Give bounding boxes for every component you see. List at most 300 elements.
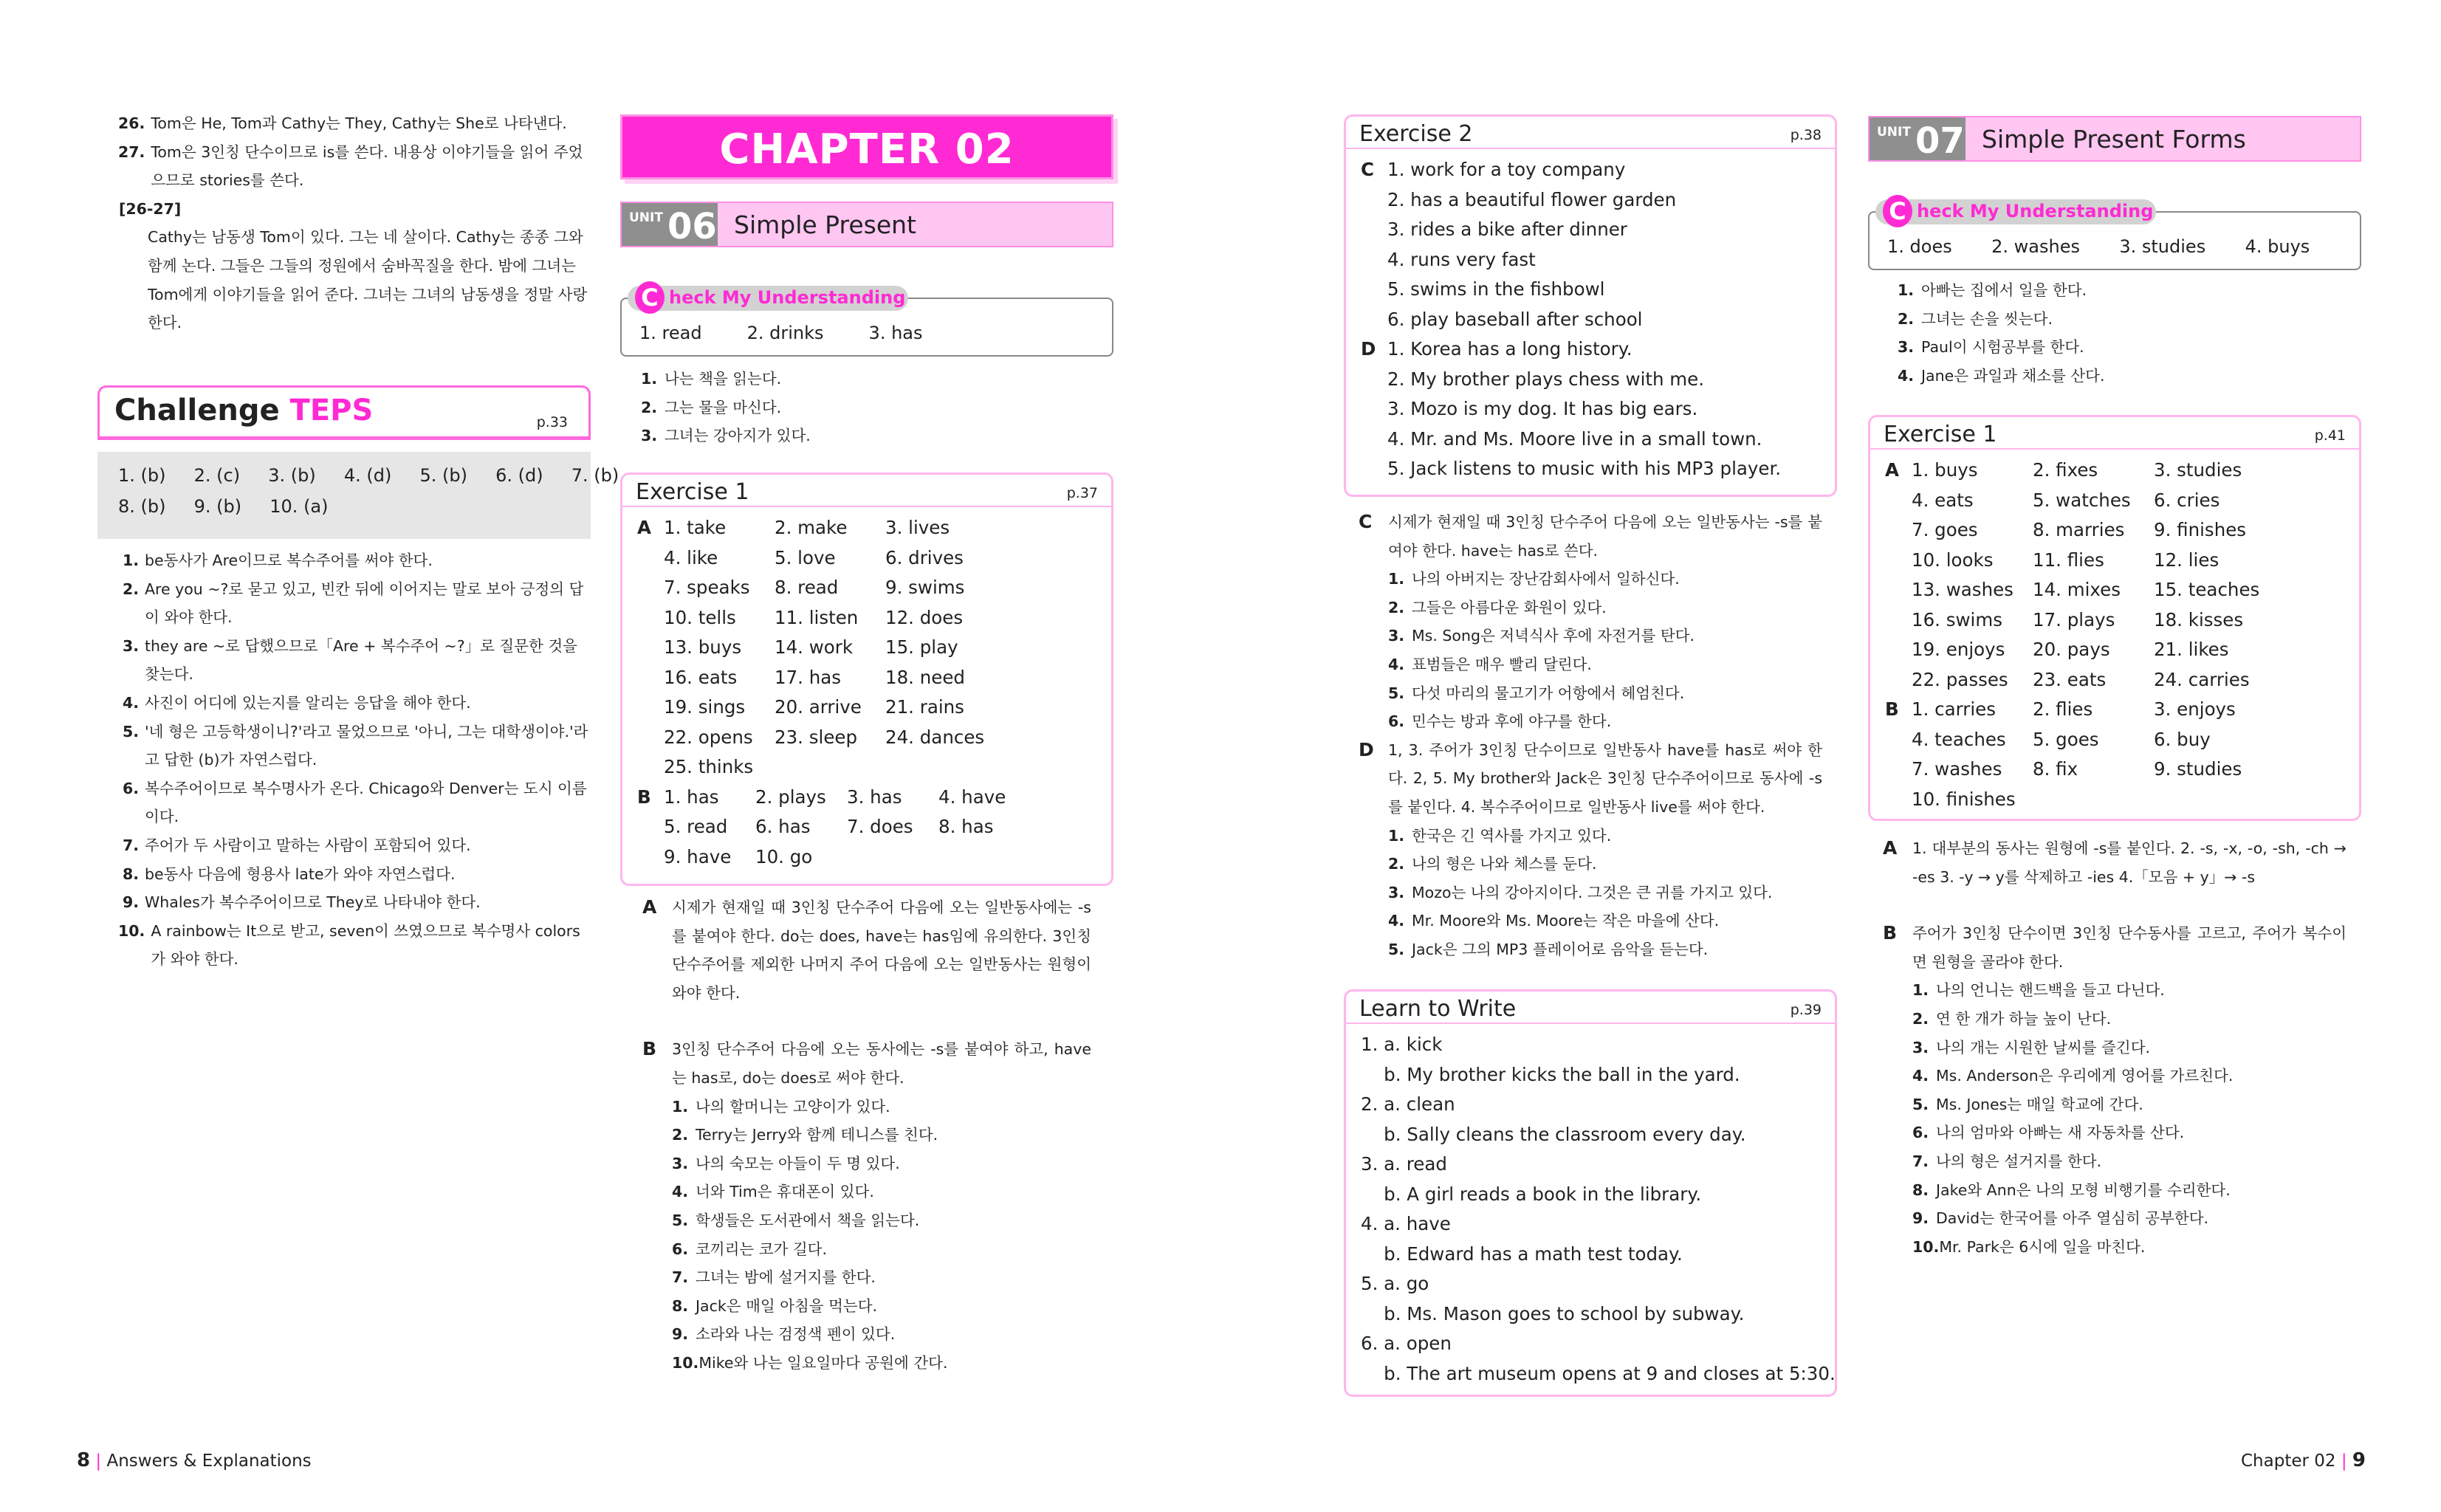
answer-line bbox=[1361, 1060, 1820, 1090]
answer-row bbox=[1885, 456, 2344, 486]
answer-cell: 23. sleep bbox=[775, 726, 858, 748]
answer-row bbox=[637, 783, 1096, 813]
teps-answer-box bbox=[97, 452, 619, 539]
answer-cell: 14. work bbox=[775, 636, 854, 658]
note-a: A 1. 대부분의 동사는 원형에 -s를 붙인다. 2. -s, -x, -o, -sh, -ch → -es 3. -y → y를 삭제하고 -ies 4.「모음 + y」→ -s bbox=[1883, 837, 2346, 886]
item-text: 그녀는 밤에 설거지를 한다. bbox=[696, 1268, 876, 1287]
item-number: 8. bbox=[672, 1296, 689, 1315]
answer-cell: 4. teaches bbox=[1912, 728, 2006, 750]
answer-row bbox=[1885, 546, 2344, 576]
item-number: 8. bbox=[1912, 1181, 1929, 1199]
item-number: 5. bbox=[1912, 1095, 1929, 1113]
item-text: Jake와 Ann은 나의 모형 비행기를 수리한다. bbox=[1936, 1181, 2231, 1199]
answer-cell: 15. teaches bbox=[2154, 579, 2260, 600]
item-text: 나의 아버지는 장난감회사에서 일하신다. bbox=[1412, 570, 1680, 588]
answer-row bbox=[1361, 365, 1820, 395]
answer-line bbox=[1361, 1180, 1820, 1210]
answer-cell: 8. fix bbox=[2033, 758, 2078, 780]
answer-row bbox=[637, 693, 1096, 723]
section-letter bbox=[1361, 305, 1387, 335]
answer-cell: 5. love bbox=[775, 546, 836, 568]
item-number: 7. bbox=[122, 836, 139, 854]
note-b: B 3인칭 단수주어 다음에 오는 동사에는 -s를 붙여야 하고, have는 has로, do는 does로 써야 한다. bbox=[642, 1038, 1091, 1087]
intro-items bbox=[118, 109, 591, 337]
item-number: 4. bbox=[1388, 655, 1405, 673]
answer-text: 5. a. go bbox=[1361, 1273, 1429, 1294]
answer-cell: 17. plays bbox=[2033, 608, 2115, 630]
answer-cell bbox=[938, 842, 1030, 873]
item-text: Whales가 복수주어이므로 They로 나타내야 한다. bbox=[145, 893, 481, 912]
item-text: 나의 할머니는 고양이가 있다. bbox=[696, 1097, 890, 1116]
section-letter bbox=[637, 693, 664, 723]
item-text: Jack은 매일 아침을 먹는다. bbox=[696, 1296, 878, 1315]
section-letter: B bbox=[1885, 698, 1899, 720]
list-item bbox=[1883, 976, 2346, 1005]
item-text: Ms. Anderson은 우리에게 영어를 가르친다. bbox=[1936, 1067, 2234, 1085]
learn-to-write-box bbox=[1344, 989, 1837, 1397]
list-item bbox=[1883, 1005, 2346, 1034]
answer-cell: 16. swims bbox=[1912, 608, 2002, 630]
item-text: 주어가 두 사람이고 말하는 사람이 포함되어 있다. bbox=[145, 836, 471, 854]
answer-line bbox=[1361, 1299, 1820, 1330]
list-item: 3. 그녀는 강아지가 있다. bbox=[641, 427, 811, 445]
answer-cell: 17. has bbox=[775, 666, 842, 688]
exercise-1-answers bbox=[637, 513, 1096, 872]
item-text: 다섯 마리의 물고기가 어항에서 헤엄친다. bbox=[1412, 684, 1685, 702]
answer-cell: 4. have bbox=[938, 786, 1006, 808]
answer-row: 8. (b) 9. (b) 10. (a) bbox=[118, 496, 329, 517]
check-understanding-tag: C heck My Understanding bbox=[1875, 199, 2156, 224]
page-ref: p.33 bbox=[536, 414, 568, 430]
item-text: be동사가 Are이므로 복수주어를 써야 한다. bbox=[145, 551, 433, 569]
list-item bbox=[1883, 1090, 2346, 1119]
item-number: 3. bbox=[1388, 883, 1405, 901]
unit-title: Simple Present Forms bbox=[1982, 125, 2246, 154]
answer-text: 4. a. have bbox=[1361, 1213, 1451, 1234]
list-item bbox=[1359, 707, 1822, 736]
unit-06-header bbox=[620, 202, 1113, 247]
item-number: 7. bbox=[672, 1268, 689, 1287]
answer-cell: 7. goes bbox=[1912, 519, 1978, 540]
list-item bbox=[1359, 679, 1822, 708]
exercise-1-box-unit07 bbox=[1868, 415, 2361, 821]
answer-cell: 1. carries bbox=[1912, 698, 1997, 720]
item-number: 1. bbox=[672, 1097, 689, 1116]
list-item bbox=[1359, 879, 1822, 907]
item-number: 1. bbox=[122, 551, 139, 569]
answer-cell: 4. Mr. and Ms. Moore live in a small town. bbox=[1387, 427, 1762, 450]
item-text: 한국은 긴 역사를 가지고 있다. bbox=[1412, 826, 1612, 845]
note-c: C 시제가 현재일 때 3인칭 단수주어 다음에 오는 일반동사는 -s를 붙여야 한다. have는 has로 쓴다. bbox=[1359, 511, 1822, 560]
item-number: 10. bbox=[118, 921, 145, 940]
exercise-header: Exercise 2 p.38 bbox=[1346, 117, 1835, 149]
footer-left: 8 | Answers & Explanations bbox=[77, 1449, 312, 1471]
list-item bbox=[118, 632, 591, 689]
list-item: 2. 그는 물을 마신다. bbox=[641, 398, 782, 416]
answer-row bbox=[1361, 394, 1820, 425]
exercise-2-notes bbox=[1359, 508, 1822, 964]
section-letter bbox=[1885, 755, 1912, 785]
answer-cell: 10. go bbox=[755, 845, 813, 867]
answer-cell: 22. opens bbox=[664, 726, 753, 748]
section-letter bbox=[637, 603, 664, 633]
list-item bbox=[642, 1121, 1091, 1150]
answer-cell: 23. eats bbox=[2033, 668, 2107, 690]
answer-cell: 4. eats bbox=[1912, 489, 1974, 511]
answer-cell: 7. does bbox=[847, 816, 913, 837]
answer-cell: 1. has bbox=[664, 786, 719, 808]
answer-row bbox=[1885, 486, 2344, 516]
exercise-1-box bbox=[620, 472, 1113, 886]
item-number: 1. bbox=[1388, 826, 1405, 845]
list-item bbox=[118, 917, 591, 974]
item-number: 4. bbox=[1898, 366, 1915, 385]
item-text: Are you ~?로 묻고 있고, 빈칸 뒤에 이어지는 말로 보아 긍정의 답이 와야 한다. bbox=[145, 580, 584, 627]
item-number: 8. bbox=[122, 865, 139, 883]
answer-cell bbox=[2033, 785, 2154, 815]
cmu-answers: 1. read 2. drinks 3. has bbox=[639, 323, 923, 343]
exercise-1-notes bbox=[642, 893, 1091, 1378]
item-number: 3. bbox=[1388, 627, 1405, 645]
answer-row bbox=[1361, 425, 1820, 455]
section-letter bbox=[637, 633, 664, 663]
item-text: 나의 언니는 핸드백을 들고 다닌다. bbox=[1936, 981, 2165, 1000]
item-text: Mr. Moore와 Ms. Moore는 작은 마을에 산다. bbox=[1412, 912, 1720, 930]
answer-cell: 5. Jack listens to music with his MP3 player. bbox=[1387, 458, 1782, 479]
unit-title: Simple Present bbox=[734, 210, 916, 239]
answer-row bbox=[1885, 785, 2344, 815]
answer-cell: 20. pays bbox=[2033, 639, 2110, 660]
answer-cell: 9. have bbox=[664, 845, 732, 867]
item-number: 9. bbox=[672, 1325, 689, 1344]
footer-text: Answers & Explanations bbox=[106, 1451, 312, 1471]
item-text: 나의 개는 시원한 날씨를 즐긴다. bbox=[1936, 1038, 2151, 1056]
item-text: 표범들은 매우 빨리 달린다. bbox=[1412, 655, 1592, 673]
item-text: Jane은 과일과 채소를 산다. bbox=[1921, 366, 2105, 385]
section-letter bbox=[637, 842, 664, 873]
cmu06-translations bbox=[620, 365, 1113, 450]
answer-cell: 6. has bbox=[755, 816, 811, 837]
item-number: 4. bbox=[672, 1183, 689, 1201]
item-number: 2. bbox=[122, 580, 139, 598]
item-text: 연 한 개가 하늘 높이 난다. bbox=[1936, 1009, 2112, 1028]
section-letter bbox=[1885, 515, 1912, 546]
item-text: 학생들은 도서관에서 책을 읽는다. bbox=[696, 1211, 920, 1229]
unit-badge: UNIT 06 bbox=[622, 203, 718, 246]
answer-cell: 8. read bbox=[775, 577, 839, 598]
list-item bbox=[642, 1206, 1091, 1235]
answer-cell: 1. Korea has a long history. bbox=[1387, 338, 1633, 360]
list-item bbox=[118, 774, 591, 831]
answer-cell: 12. lies bbox=[2154, 549, 2219, 571]
answer-text: b. Ms. Mason goes to school by subway. bbox=[1361, 1302, 1745, 1324]
answer-text: b. The art museum opens at 9 and closes at 5:30. bbox=[1361, 1362, 1836, 1384]
section-letter bbox=[637, 723, 664, 753]
section-letter: B bbox=[637, 786, 651, 808]
answer-cell: 14. mixes bbox=[2033, 579, 2121, 600]
answer-cell: 9. studies bbox=[2154, 758, 2242, 780]
item-number: 6. bbox=[122, 779, 139, 797]
section-letter bbox=[1885, 665, 1912, 695]
answer-row bbox=[1885, 515, 2344, 546]
exercise-1-unit07-notes bbox=[1883, 834, 2346, 1261]
item-number: 3. bbox=[1898, 338, 1915, 357]
unit-badge: UNIT 07 bbox=[1870, 117, 1965, 160]
answer-cell: 11. listen bbox=[775, 606, 859, 628]
section-letter: A bbox=[1885, 459, 1899, 481]
answer-cell bbox=[885, 752, 996, 783]
answer-row bbox=[1361, 155, 1820, 185]
answer-cell: 2. My brother plays chess with me. bbox=[1387, 368, 1705, 390]
exercise-2-answers bbox=[1361, 155, 1820, 484]
item-number: 10. bbox=[1912, 1237, 1940, 1256]
item-text: 코끼리는 코가 길다. bbox=[696, 1240, 827, 1258]
item-text: be동사 다음에 형용사 late가 와야 자연스럽다. bbox=[145, 865, 456, 883]
footer-text: Chapter 02 bbox=[2240, 1451, 2336, 1471]
answer-cell: 5. goes bbox=[2033, 728, 2099, 750]
answer-cell: 20. arrive bbox=[775, 696, 862, 718]
answer-cell bbox=[2154, 785, 2275, 815]
answer-cell: 5. read bbox=[664, 816, 728, 837]
exercise-2-box bbox=[1344, 114, 1837, 497]
answer-cell: 4. runs very fast bbox=[1387, 248, 1536, 270]
exercise-1-answers bbox=[1885, 456, 2344, 814]
answer-cell: 3. studies bbox=[2154, 459, 2242, 481]
item-number: 2. bbox=[1898, 309, 1915, 328]
item-text: Ms. Song은 저녁식사 후에 자전거를 탄다. bbox=[1412, 627, 1695, 645]
answer-row bbox=[1361, 454, 1820, 484]
answer-cell: 11. flies bbox=[2033, 549, 2104, 571]
item-number: 4. bbox=[122, 693, 139, 712]
answer-cell: 3. rides a bike after dinner bbox=[1387, 219, 1627, 240]
teps-title: Challenge TEPS bbox=[114, 394, 374, 427]
item-number: 4. bbox=[1388, 912, 1405, 930]
answer-row bbox=[637, 812, 1096, 842]
answer-cell: 2. make bbox=[775, 517, 848, 538]
item-text: they are ~로 답했으므로「Are + 복수주어 ~?」로 질문한 것을 찾는다. bbox=[145, 636, 577, 684]
list-item bbox=[1868, 276, 2361, 305]
answer-row bbox=[1361, 305, 1820, 335]
list-item bbox=[642, 1320, 1091, 1349]
list-item bbox=[1883, 1147, 2346, 1176]
list-item: 27. Tom은 3인칭 단수이므로 is를 쓴다. 내용상 이야기들을 읽어 주었으므로 stories를 쓴다. bbox=[118, 142, 583, 190]
item-number: 2. bbox=[1388, 598, 1405, 616]
answer-row bbox=[1885, 725, 2344, 755]
answer-row bbox=[637, 603, 1096, 633]
item-number: 10. bbox=[672, 1353, 699, 1372]
list-item bbox=[1883, 1176, 2346, 1205]
answer-cell: 12. does bbox=[885, 606, 964, 628]
answer-cell: 21. likes bbox=[2154, 639, 2229, 660]
answer-row bbox=[1361, 185, 1820, 216]
list-item bbox=[1359, 622, 1822, 650]
list-item bbox=[642, 1178, 1091, 1206]
answer-cell: 1. buys bbox=[1912, 459, 1978, 481]
section-letter bbox=[1361, 365, 1387, 395]
answer-row bbox=[1361, 215, 1820, 245]
item-number: 1. bbox=[1912, 981, 1929, 1000]
section-letter bbox=[637, 752, 664, 783]
answer-row bbox=[1885, 755, 2344, 785]
list-item bbox=[1359, 565, 1822, 594]
answer-text: 6. a. open bbox=[1361, 1333, 1452, 1354]
answer-line bbox=[1361, 1120, 1820, 1150]
section-letter bbox=[1361, 245, 1387, 275]
item-text: A rainbow는 It으로 받고, seven이 쓰였으므로 복수명사 colors가 와야 한다. bbox=[151, 921, 580, 969]
answer-cell: 24. carries bbox=[2154, 668, 2250, 690]
section-letter bbox=[1885, 725, 1912, 755]
answer-cell: 9. swims bbox=[885, 577, 965, 598]
section-letter bbox=[637, 663, 664, 693]
note-b: B 주어가 3인칭 단수이면 3인칭 단수동사를 고르고, 주어가 복수이면 원형을 골라야 한다. bbox=[1883, 922, 2346, 971]
answer-row bbox=[1361, 334, 1820, 365]
answer-text: 3. a. read bbox=[1361, 1153, 1447, 1175]
item-text: '네 형은 고등학생이니?'라고 물었으므로 '아니, 그는 대학생이야.'라고 답한 (b)가 자연스럽다. bbox=[145, 722, 588, 769]
learn-to-write-answers bbox=[1361, 1030, 1836, 1389]
range-text: Cathy는 남동생 Tom이 있다. 그는 네 살이다. Cathy는 종종 그와 함께 논다. 그들은 그들의 정원에서 숨바꼭질을 한다. 밤에 그녀는 Tom에게 이야기들을 읽어 준다. 그녀는 그녀의 남동생을 정말 사랑한다. bbox=[148, 228, 588, 332]
answer-cell: 22. passes bbox=[1912, 668, 2008, 690]
answer-cell: 5. watches bbox=[2033, 489, 2131, 511]
answer-row bbox=[1885, 665, 2344, 695]
list-item bbox=[1883, 1034, 2346, 1062]
cmu07-translations bbox=[1868, 276, 2361, 390]
answer-cell: 10. tells bbox=[664, 606, 736, 628]
unit-07-header bbox=[1868, 116, 2361, 162]
note-b-items bbox=[642, 1093, 1091, 1378]
answer-line bbox=[1361, 1150, 1820, 1180]
answer-cell: 10. finishes bbox=[1912, 788, 2016, 810]
answer-cell: 5. swims in the fishbowl bbox=[1387, 278, 1605, 300]
section-letter bbox=[1361, 185, 1387, 216]
list-item bbox=[1868, 333, 2361, 362]
item-text: 민수는 방과 후에 야구를 한다. bbox=[1412, 712, 1612, 731]
section-letter bbox=[637, 573, 664, 603]
item-number: 3. bbox=[122, 636, 139, 655]
item-number: 9. bbox=[1912, 1209, 1929, 1228]
note-d: D 1, 3. 주어가 3인칭 단수이므로 일반동사 have를 has로 써야 한다. 2, 5. My brother와 Jack은 3인칭 단수주어이므로 동사에 -s를 붙인다. 4. 복수주어이므로 일반동사 live를 써야 한다. bbox=[1359, 738, 1822, 816]
list-item bbox=[1359, 822, 1822, 850]
answer-row bbox=[1885, 605, 2344, 636]
answer-line bbox=[1361, 1090, 1820, 1120]
answer-cell: 24. dances bbox=[885, 726, 985, 748]
answer-cell bbox=[775, 752, 885, 783]
answer-cell: 6. play baseball after school bbox=[1387, 308, 1643, 330]
page-number: 8 bbox=[77, 1449, 91, 1471]
item-number: 6. bbox=[1388, 712, 1405, 731]
list-item bbox=[118, 689, 591, 718]
chapter-title: CHAPTER 02 bbox=[719, 126, 1014, 173]
item-text: Jack은 그의 MP3 플레이어로 음악을 듣는다. bbox=[1412, 940, 1709, 958]
item-text: Paul이 시험공부를 한다. bbox=[1921, 338, 2084, 357]
list-item bbox=[118, 888, 591, 917]
answer-row bbox=[1361, 245, 1820, 275]
section-letter bbox=[1361, 425, 1387, 455]
item-number: 2. bbox=[1388, 855, 1405, 873]
item-text: Mozo는 나의 강아지이다. 그것은 큰 귀를 가지고 있다. bbox=[1412, 883, 1773, 901]
section-letter bbox=[1885, 486, 1912, 516]
exercise-header: Exercise 1 p.37 bbox=[622, 475, 1111, 507]
check-understanding-07 bbox=[1868, 197, 2361, 270]
list-item bbox=[1883, 1062, 2346, 1090]
list-item bbox=[642, 1263, 1091, 1292]
section-letter bbox=[1885, 785, 1912, 815]
section-letter bbox=[1885, 546, 1912, 576]
list-item bbox=[118, 718, 591, 774]
answer-row bbox=[637, 663, 1096, 693]
answer-cell: 2. flies bbox=[2033, 698, 2093, 720]
cmu-answers: 1. does 2. washes 3. studies 4. buys bbox=[1887, 236, 2310, 257]
answer-cell: 6. buy bbox=[2154, 728, 2211, 750]
item-number: 1. bbox=[1898, 281, 1915, 299]
answer-cell: 18. need bbox=[885, 666, 965, 688]
item-number: 2. bbox=[1912, 1009, 1929, 1028]
item-number: 3. bbox=[1912, 1038, 1929, 1056]
item-number: 2. bbox=[672, 1126, 689, 1144]
answer-cell: 6. drives bbox=[885, 546, 964, 568]
list-item bbox=[642, 1292, 1091, 1321]
chapter-banner bbox=[620, 114, 1113, 179]
answer-row bbox=[637, 723, 1096, 753]
list-item bbox=[1883, 1204, 2346, 1233]
answer-cell: 9. finishes bbox=[2154, 519, 2247, 540]
answer-cell: 2. fixes bbox=[2033, 459, 2098, 481]
item-text: Mr. Park은 6시에 일을 마친다. bbox=[1939, 1237, 2146, 1256]
list-item bbox=[642, 1235, 1091, 1264]
list-item bbox=[1359, 935, 1822, 964]
item-text: 그녀는 손을 씻는다. bbox=[1921, 309, 2053, 328]
list-item bbox=[642, 1150, 1091, 1178]
answer-line bbox=[1361, 1209, 1820, 1240]
section-letter: C bbox=[1361, 159, 1374, 180]
item-text: David는 한국어를 아주 열심히 공부한다. bbox=[1936, 1209, 2209, 1228]
answer-cell: 6. cries bbox=[2154, 489, 2220, 511]
answer-cell: 1. take bbox=[664, 517, 727, 538]
answer-row bbox=[1885, 575, 2344, 605]
item-number: 1. bbox=[1388, 570, 1405, 588]
answer-cell: 16. eats bbox=[664, 666, 738, 688]
answer-cell: 1. work for a toy company bbox=[1387, 159, 1626, 180]
page-number: 9 bbox=[2352, 1449, 2366, 1471]
item-number: 6. bbox=[1912, 1124, 1929, 1142]
item-text: 사진이 어디에 있는지를 알리는 응답을 해야 한다. bbox=[145, 693, 471, 712]
answer-row bbox=[1885, 635, 2344, 665]
section-letter bbox=[1361, 394, 1387, 425]
answer-line bbox=[1361, 1240, 1820, 1270]
item-text: 그들은 아름다운 화원이 있다. bbox=[1412, 598, 1607, 616]
check-understanding-tag: C heck My Understanding bbox=[628, 286, 908, 311]
list-item bbox=[642, 1349, 1091, 1378]
item-text: Mike와 나는 일요일마다 공원에 간다. bbox=[698, 1353, 948, 1372]
answer-cell: 13. buys bbox=[664, 636, 742, 658]
answer-row bbox=[637, 842, 1096, 873]
answer-row bbox=[637, 513, 1096, 543]
answer-cell: 3. Mozo is my dog. It has big ears. bbox=[1387, 398, 1698, 419]
list-item bbox=[1359, 650, 1822, 679]
section-letter: A bbox=[637, 517, 651, 538]
answer-cell: 3. enjoys bbox=[2154, 698, 2236, 720]
item-number: 5. bbox=[122, 722, 139, 740]
answer-cell: 19. enjoys bbox=[1912, 639, 2005, 660]
item-text: 나의 형은 나와 체스를 둔다. bbox=[1412, 855, 1597, 873]
item-text: Ms. Jones는 매일 학교에 간다. bbox=[1936, 1095, 2143, 1113]
answer-cell: 7. washes bbox=[1912, 758, 2002, 780]
section-letter bbox=[637, 812, 664, 842]
item-text: 소라와 나는 검정색 펜이 있다. bbox=[696, 1325, 896, 1344]
answer-cell bbox=[847, 842, 938, 873]
item-text: 나의 엄마와 아빠는 새 자동차를 산다. bbox=[1936, 1124, 2185, 1142]
section-letter bbox=[1885, 575, 1912, 605]
answer-cell: 7. speaks bbox=[664, 577, 750, 598]
